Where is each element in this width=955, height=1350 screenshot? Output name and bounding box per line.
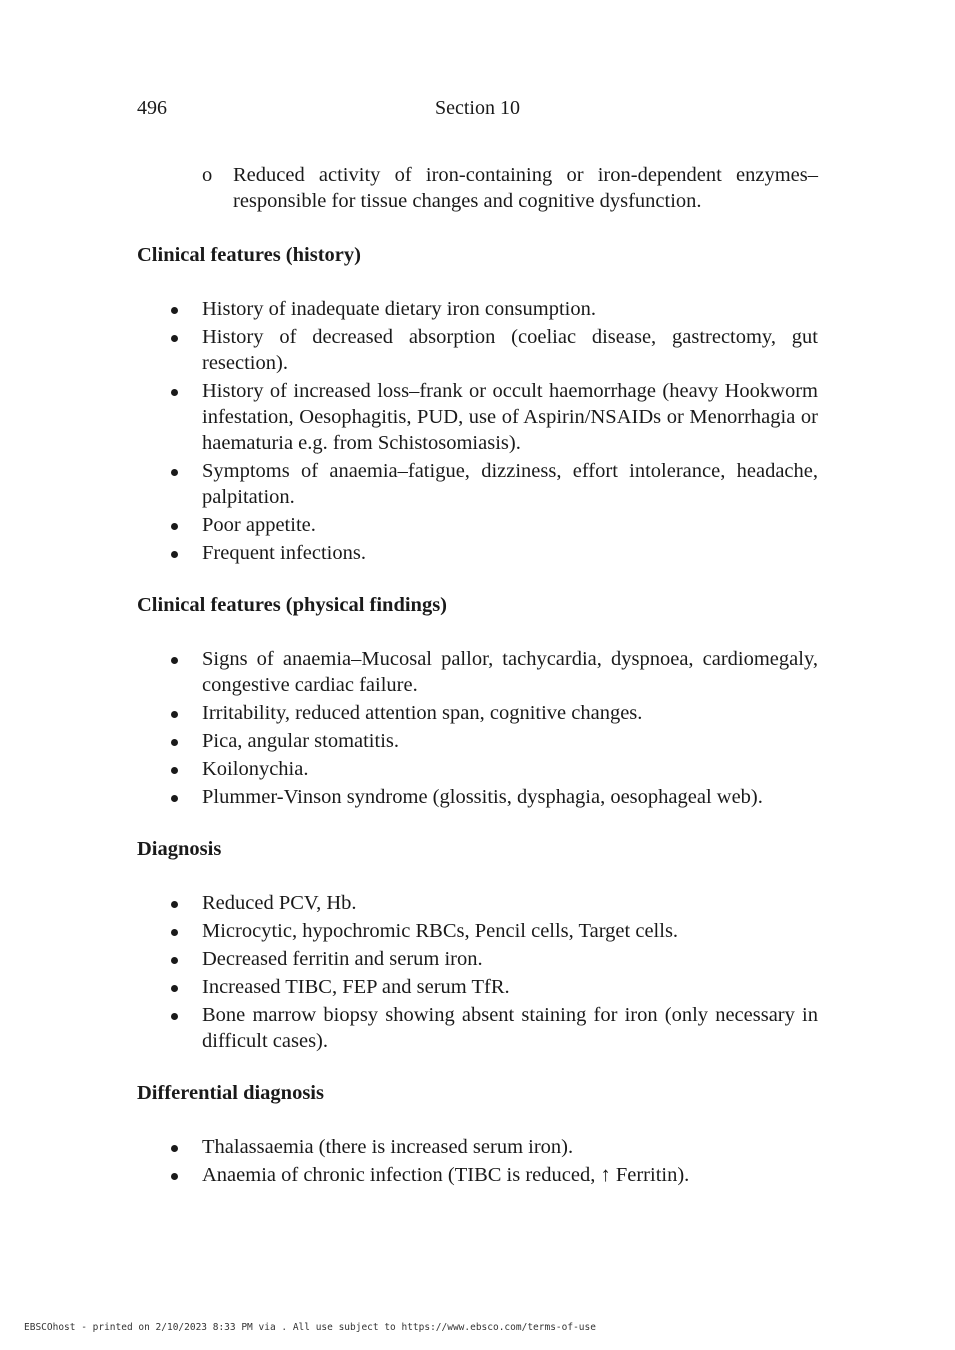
- page-number: 496: [137, 97, 167, 119]
- bullet-dot-icon: [171, 551, 178, 558]
- bullet-dot-icon: [171, 1145, 178, 1152]
- intro-sub-item: [202, 162, 818, 214]
- list-item: Decreased ferritin and serum iron.: [202, 946, 818, 972]
- bullet-dot-icon: [171, 307, 178, 314]
- section-heading-differential-diagnosis: Differential diagnosis: [137, 1082, 324, 1104]
- list-item: Reduced PCV, Hb.: [202, 890, 818, 916]
- list-item: Anaemia of chronic infection (TIBC is reduced, ↑ Ferritin).: [202, 1162, 818, 1188]
- bullet-dot-icon: [171, 739, 178, 746]
- bullet-dot-icon: [171, 1013, 178, 1020]
- list-item: History of decreased absorption (coeliac disease, gastrectomy, gut resection).: [202, 324, 818, 376]
- page-body: [137, 162, 818, 1190]
- bullet-dot-icon: [171, 711, 178, 718]
- list-item: Thalassaemia (there is increased serum iron).: [202, 1134, 818, 1160]
- bullet-dot-icon: [171, 389, 178, 396]
- list-item: History of increased loss–frank or occult haemorrhage (heavy Hookworm infestation, Oesophagitis, PUD, use of Aspirin/NSAIDs or Menorrhagia or haematuria e.g. from Schistosomiasis).: [202, 378, 818, 456]
- intro-sub-list: [137, 162, 818, 214]
- list-item: Pica, angular stomatitis.: [202, 728, 818, 754]
- bullet-dot-icon: [171, 957, 178, 964]
- diagnosis-list: [137, 890, 818, 1054]
- bullet-dot-icon: [171, 901, 178, 908]
- list-item: Plummer-Vinson syndrome (glossitis, dysphagia, oesophageal web).: [202, 784, 818, 810]
- list-item: Frequent infections.: [202, 540, 818, 566]
- history-list: [137, 296, 818, 566]
- bullet-dot-icon: [171, 767, 178, 774]
- bullet-dot-icon: [171, 335, 178, 342]
- list-item: History of inadequate dietary iron consumption.: [202, 296, 818, 322]
- intro-sub-item-text: Reduced activity of iron-containing or iron-dependent enzymes–responsible for tissue changes and cognitive dysfunction.: [233, 164, 818, 212]
- list-item: Symptoms of anaemia–fatigue, dizziness, effort intolerance, headache, palpitation.: [202, 458, 818, 510]
- bullet-dot-icon: [171, 469, 178, 476]
- list-item: Bone marrow biopsy showing absent staining for iron (only necessary in difficult cases).: [202, 1002, 818, 1054]
- section-heading-history: Clinical features (history): [137, 244, 361, 266]
- bullet-dot-icon: [171, 795, 178, 802]
- section-heading-physical-findings: Clinical features (physical findings): [137, 594, 447, 616]
- list-item: Microcytic, hypochromic RBCs, Pencil cells, Target cells.: [202, 918, 818, 944]
- differential-diagnosis-list: [137, 1134, 818, 1188]
- section-heading-diagnosis: Diagnosis: [137, 838, 222, 860]
- list-item: Increased TIBC, FEP and serum TfR.: [202, 974, 818, 1000]
- bullet-dot-icon: [171, 985, 178, 992]
- list-item: Koilonychia.: [202, 756, 818, 782]
- bullet-dot-icon: [171, 929, 178, 936]
- bullet-dot-icon: [171, 523, 178, 530]
- running-head: Section 10: [435, 97, 520, 119]
- print-footer: EBSCOhost - printed on 2/10/2023 8:33 PM via . All use subject to https://www.ebsco.com/terms-of-use: [24, 1322, 596, 1333]
- circle-bullet-marker: o: [202, 164, 213, 186]
- list-item: Poor appetite.: [202, 512, 818, 538]
- list-item: Signs of anaemia–Mucosal pallor, tachycardia, dyspnoea, cardiomegaly, congestive cardiac failure.: [202, 646, 818, 698]
- physical-findings-list: [137, 646, 818, 810]
- list-item: Irritability, reduced attention span, cognitive changes.: [202, 700, 818, 726]
- bullet-dot-icon: [171, 1173, 178, 1180]
- bullet-dot-icon: [171, 657, 178, 664]
